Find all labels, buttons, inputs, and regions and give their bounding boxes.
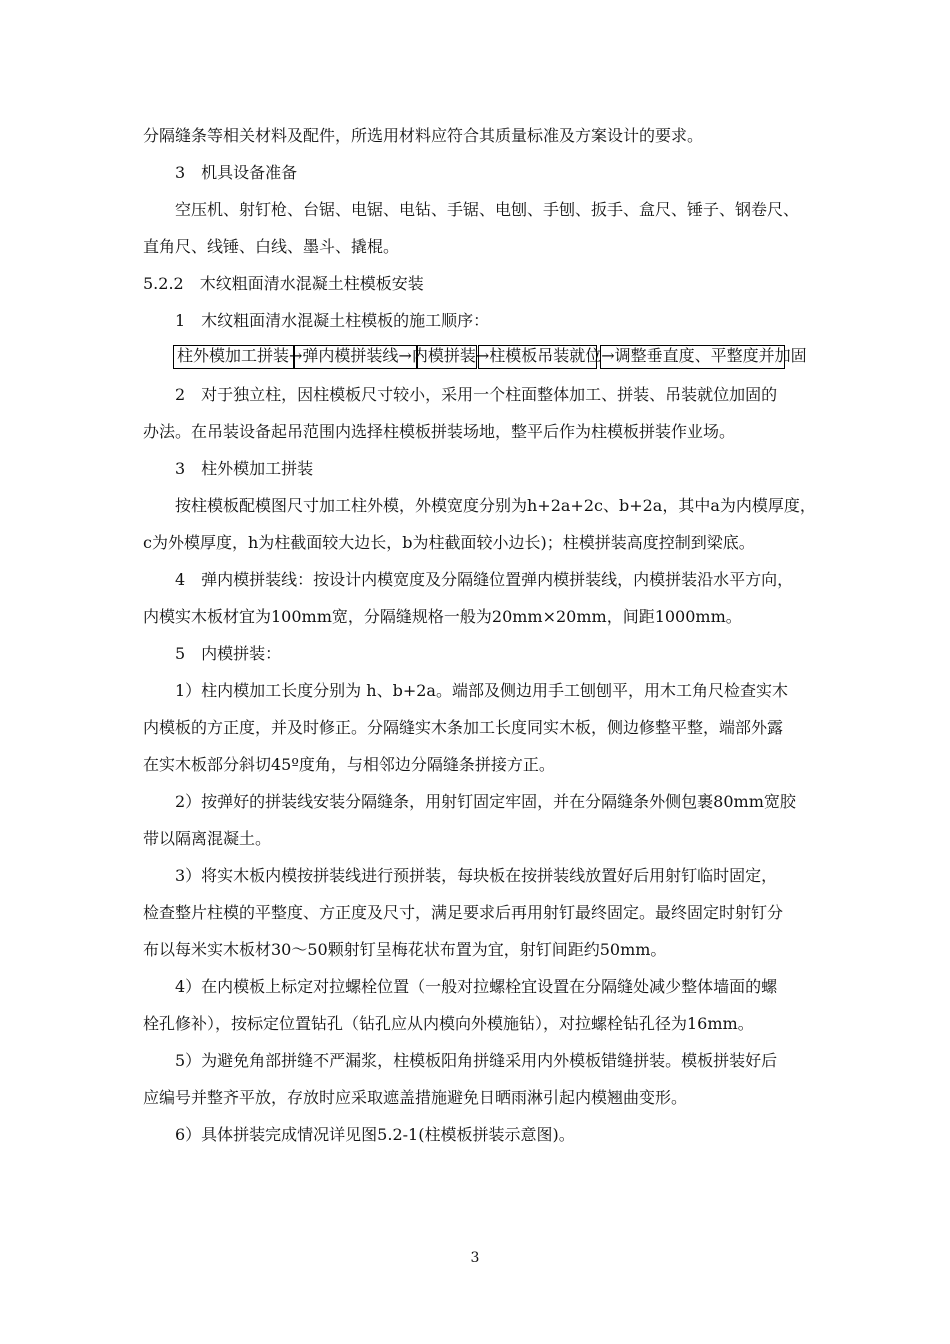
flow-text: 柱外模加工拼装→弹内模拼装线→内模拼装→柱模板吊装就位→调整垂直度、平整度并加固	[177, 346, 807, 365]
paragraph-line: 办法。在吊装设备起吊范围内选择柱模板拼装场地，整平后作为柱模板拼装作业场。	[143, 422, 736, 441]
page-number: 3	[470, 1250, 480, 1266]
flow-box	[173, 345, 295, 369]
paragraph-line: 5 内模拼装：	[175, 644, 282, 663]
paragraph-line: 4 弹内模拼装线：按设计内模宽度及分隔缝位置弹内模拼装线，内模拼装沿水平方向，	[175, 570, 794, 589]
paragraph-line: 分隔缝条等相关材料及配件，所选用材料应符合其质量标准及方案设计的要求。	[143, 126, 704, 145]
paragraph-line: 3）将实木板内模按拼装线进行预拼装，每块板在按拼装线放置好后用射钉临时固定，	[175, 866, 778, 885]
paragraph-line: c为外模厚度，h为柱截面较大边长，b为柱截面较小边长)；柱模拼装高度控制到梁底。	[143, 533, 755, 552]
paragraph-line: 2）按弹好的拼装线安装分隔缝条，用射钉固定牢固，并在分隔缝条外侧包裹80mm宽胶	[175, 792, 796, 811]
paragraph-line: 在实木板部分斜切45º度角，与相邻边分隔缝条拼接方正。	[143, 755, 555, 774]
flow-box	[478, 345, 597, 369]
paragraph-line: 3 机具设备准备	[175, 163, 298, 182]
paragraph-line: 直角尺、线锤、白线、墨斗、撬棍。	[143, 237, 400, 256]
paragraph-line: 内模板的方正度，并及时修正。分隔缝实木条加工长度同实木板，侧边修整平整，端部外露	[143, 718, 784, 737]
paragraph-line: 6）具体拼装完成情况详见图5.2-1(柱模板拼装示意图)。	[175, 1125, 575, 1144]
flow-box	[416, 345, 477, 369]
paragraph-line: 应编号并整齐平放，存放时应采取遮盖措施避免日晒雨淋引起内模翘曲变形。	[143, 1088, 688, 1107]
paragraph-line: 4）在内模板上标定对拉螺栓位置（一般对拉螺栓宜设置在分隔缝处减少整体墙面的螺	[175, 977, 778, 996]
flow-box	[600, 345, 785, 369]
paragraph-line: 栓孔修补），按标定位置钻孔（钻孔应从内模向外模施钻），对拉螺栓钻孔径为16mm。	[143, 1014, 754, 1033]
paragraph-line: 空压机、射钉枪、台锯、电锯、电钻、手锯、电刨、手刨、扳手、盒尺、锤子、钢卷尺、	[175, 200, 800, 219]
paragraph-line: 3 柱外模加工拼装	[175, 459, 314, 478]
paragraph-line: 1 木纹粗面清水混凝土柱模板的施工顺序：	[175, 311, 490, 330]
paragraph-line: 按柱模板配模图尺寸加工柱外模，外模宽度分别为h+2a+2c、b+2a，其中a为内模厚度，	[175, 496, 816, 515]
flow-box	[293, 345, 418, 369]
paragraph-line: 带以隔离混凝土。	[143, 829, 272, 848]
construction-sequence-flow	[173, 345, 863, 369]
paragraph-line: 内模实木板材宜为100mm宽，分隔缝规格一般为20mm×20mm，间距1000mm。	[143, 607, 742, 626]
paragraph-line: 1）柱内模加工长度分别为 h、b+2a。端部及侧边用手工刨刨平，用木工角尺检查实木	[175, 681, 788, 700]
paragraph-line: 布以每米实木板材30～50颗射钉呈梅花状布置为宜，射钉间距约50mm。	[143, 940, 667, 959]
paragraph-line: 2 对于独立柱，因柱模板尺寸较小，采用一个柱面整体加工、拼装、吊装就位加固的	[175, 385, 778, 404]
section-heading: 5.2.2 木纹粗面清水混凝土柱模板安装	[143, 274, 424, 293]
paragraph-line: 检查整片柱模的平整度、方正度及尺寸，满足要求后再用射钉最终固定。最终固定时射钉分	[143, 903, 784, 922]
paragraph-line: 5）为避免角部拼缝不严漏浆，柱模板阳角拼缝采用内外模板错缝拼装。模板拼装好后	[175, 1051, 778, 1070]
